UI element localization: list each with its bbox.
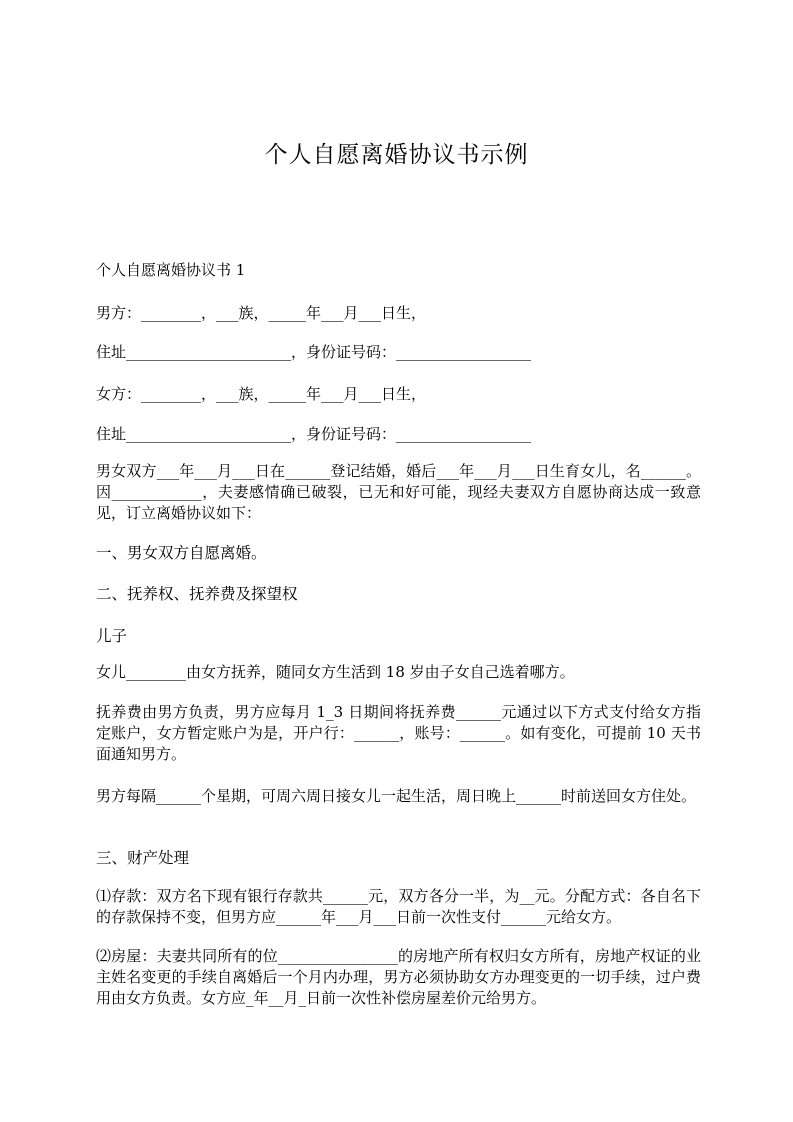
husband-info-line: 男方：________，___族，_____年___月___日生， [96,304,427,322]
marriage-statement-paragraph: 男女双方___年___月___日在______登记结婚，婚后___年___月___日生育女儿，名______。因____________，夫妻感情确已破裂，已无和好可能，现经夫妻双方自愿协商达成一致意见，订立离婚协议如下： [96,462,701,522]
husband-address-line: 住址______________________，身份证号码：__________________ [96,343,532,361]
savings-paragraph: ⑴存款：双方名下现有银行存款共______元，双方各分一半，为__元。分配方式：各自名下的存款保持不变，但男方应______年___月___日前一次性支付______元给女方。 [96,887,701,926]
daughter-custody-paragraph: 女儿________由女方抚养，随同女方生活到 18 岁由子女自己选着哪方。 [96,663,575,681]
clause-2-heading: 二、抚养权、抚养费及探望权 [96,585,298,603]
property-paragraph: ⑵房屋：夫妻共同所有的位________________的房地产所有权归女方所有，房地产权证的业主姓名变更的手续自离婚后一个月内办理，男方必须协助女方办理变更的一切手续，过户费用由女方负责。女方应_年__月_日前一次性补偿房屋差价元给男方。 [96,947,701,1007]
son-label: 儿子 [96,627,128,645]
visitation-paragraph: 男方每隔______个星期，可周六周日接女儿一起生活，周日晚上______时前送回女方住处。 [96,787,697,805]
wife-address-line: 住址______________________，身份证号码：__________________ [96,425,532,443]
clause-1-heading: 一、男女双方自愿离婚。 [96,544,267,562]
document-title: 个人自愿离婚协议书示例 [264,142,529,168]
child-support-paragraph: 抚养费由男方负责，男方应每月 1_3 日期间将抚养费______元通过以下方式支付给女方指定账户，女方暂定账户为是，开户行：______，账号：______。如有变化，可提前 10 天书面通知男方。 [96,703,701,763]
wife-info-line: 女方：________，___族，_____年___月___日生， [96,385,427,403]
clause-3-heading: 三、财产处理 [96,849,190,867]
agreement-subtitle: 个人自愿离婚协议书 1 [96,261,246,279]
